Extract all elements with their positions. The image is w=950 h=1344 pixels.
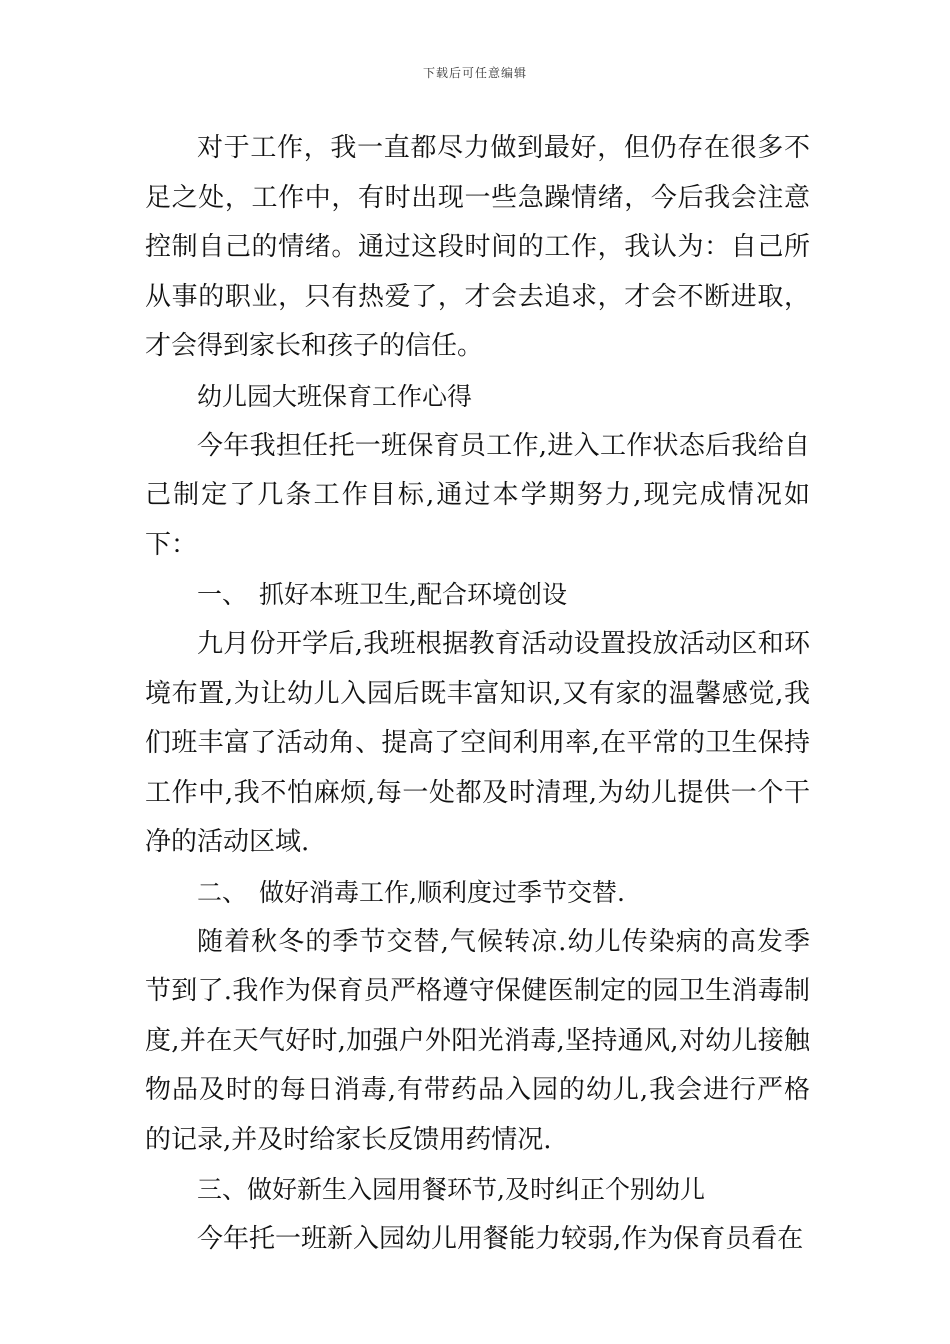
paragraph-disinfection: 随着秋冬的季节交替,气候转凉.幼儿传染病的高发季节到了.我作为保育员严格遵守保健医制定的园卫生消毒制度,并在天气好时,加强户外阳光消毒,坚持通风,对幼儿接触物品及时的每日消毒,有带药品入园的幼儿,我会进行严格的记录,并及时给家长反馈用药情况. (145, 926, 810, 1155)
document-title: 幼儿园大班保育工作心得 (197, 381, 473, 411)
paragraph-meals: 今年托一班新入园幼儿用餐能力较弱,作为保育员看在 (197, 1224, 804, 1255)
section-heading-3: 三、做好新生入园用餐环节,及时纠正个别幼儿 (197, 1175, 705, 1205)
section-number: 一、 (197, 580, 248, 610)
page-header-note: 下载后可任意编辑 (422, 66, 527, 80)
section-heading-2 (145, 868, 810, 918)
section-title: 抓好本班卫生,配合环境创设 (259, 580, 567, 610)
section-heading-1 (145, 570, 810, 620)
paragraph-hygiene: 九月份开学后,我班根据教育活动设置投放活动区和环境布置,为让幼儿入园后既丰富知识,又有家的温馨感觉,我们班丰富了活动角、提高了空间利用率,在平常的卫生保持工作中,我不怕麻烦,每一处都及时清理,为幼儿提供一个干净的活动区域. (145, 628, 810, 858)
paragraph-intro: 今年我担任托一班保育员工作,进入工作状态后我给自己制定了几条工作目标,通过本学期努力,现完成情况如下： (145, 430, 810, 560)
document-body (145, 124, 810, 1265)
paragraph-work-reflection: 对于工作，我一直都尽力做到最好，但仍存在很多不足之处，工作中，有时出现一些急躁情绪，今后我会注意控制自己的情绪。通过这段时间的工作，我认为：自己所从事的职业，只有热爱了，才会去追求，才会不断进取，才会得到家长和孩子的信任。 (145, 133, 810, 362)
section-title: 做好消毒工作,顺利度过季节交替. (259, 877, 625, 907)
section-number: 二、 (197, 877, 248, 907)
